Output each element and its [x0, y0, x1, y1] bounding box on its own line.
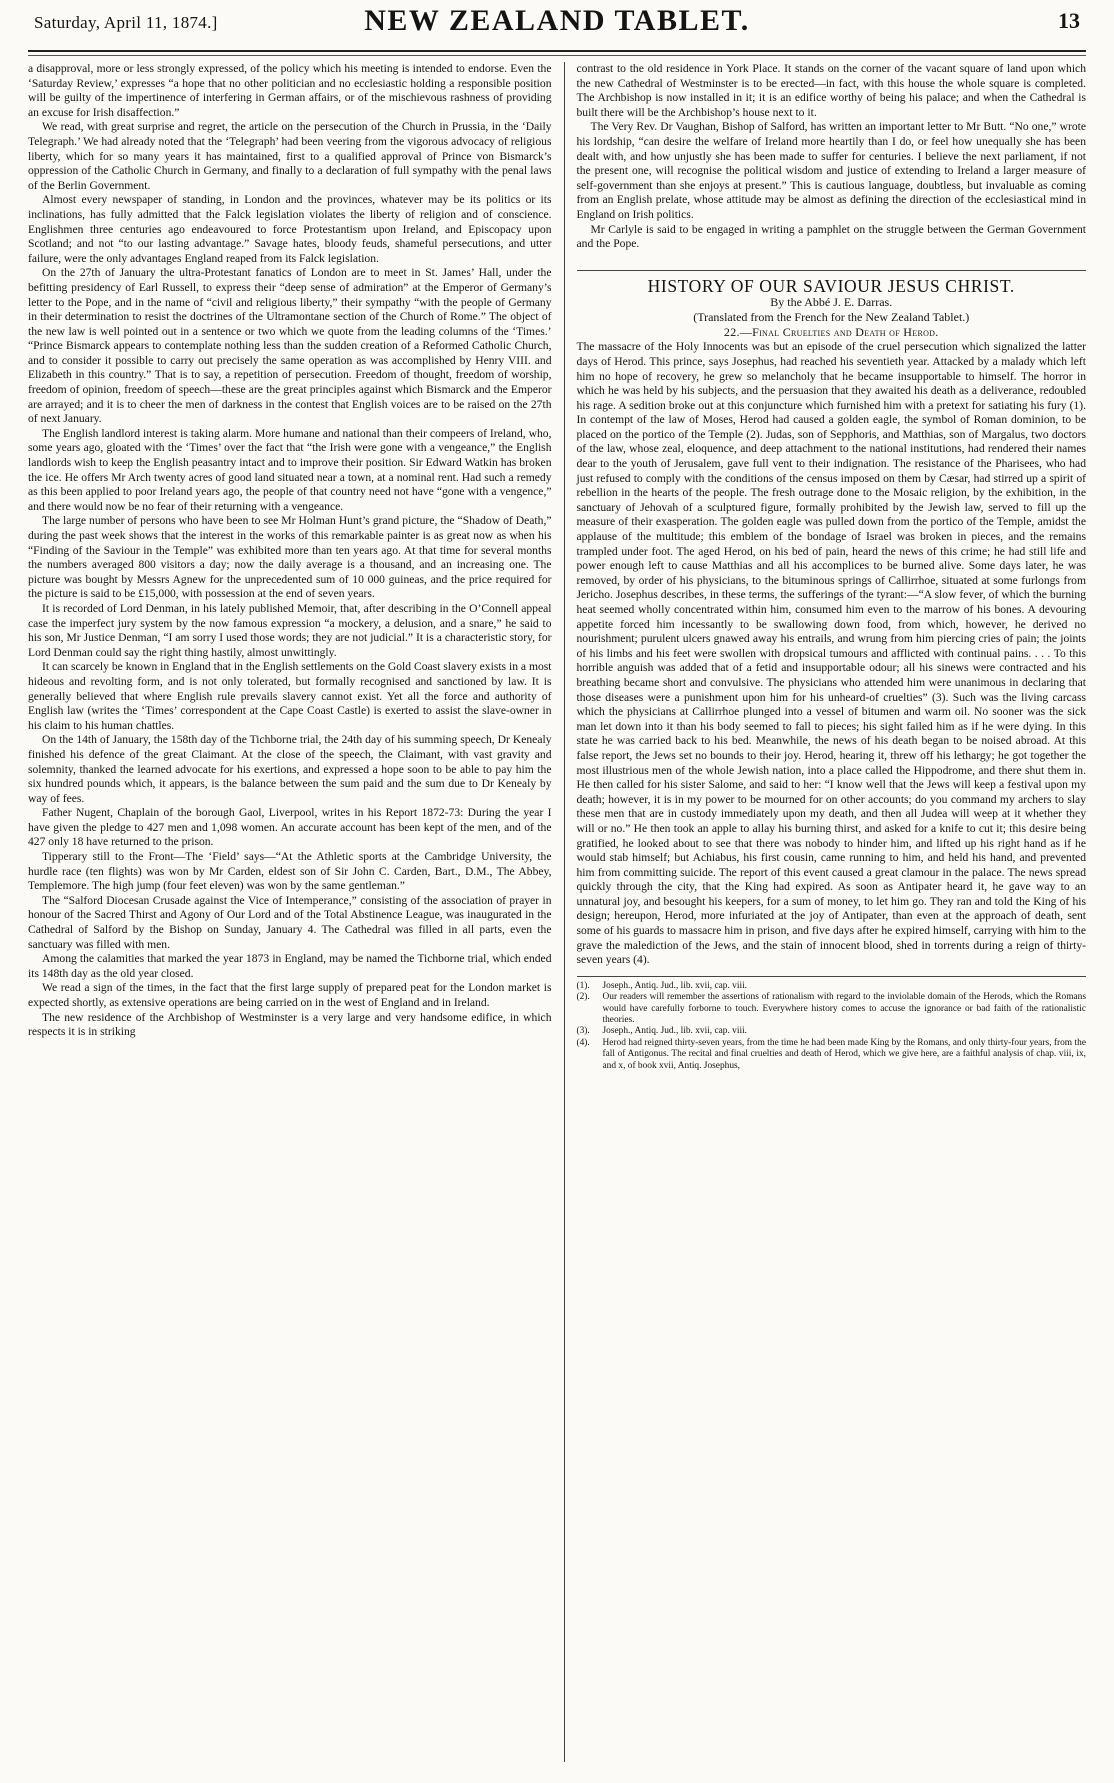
- footnote: [577, 992, 1087, 1026]
- newspaper-title: NEW ZEALAND TABLET.: [364, 4, 750, 37]
- footnotes: [577, 981, 1087, 1072]
- footnote-text: Our readers will remember the assertions of rationalism with regard to the inviolable domain of the Herods, which the Romans would have carefully forborne to touch. Everywhere history comes to accuse the ignorance or bad faith of the rationalistic theories.: [602, 992, 1086, 1026]
- columns: [28, 62, 1086, 1762]
- footnote-number: (4).: [576, 1037, 590, 1048]
- article-paragraph: a disapproval, more or less strongly expressed, of the policy which his meeting is intended to endorse. Even the ‘Saturday Review,’ expresses “a hope that no other politician and no ecclesiastic holding a responsible position will be guilty of the impertinence of interfering in German affairs, or of the mischievous rashness of providing an excuse for Irish disaffection.”: [28, 62, 552, 119]
- article-paragraph: It is recorded of Lord Denman, in his lately published Memoir, that, after describing in the O’Connell appeal case the imperfect jury system by the now famous expression “a mockery, a delusion, and a snare,” he said to his son, Mr Justice Denman, “I am sorry I used those words; they are not judicial.” It is a characteristic story, for Lord Denman could say the right thing hastily, almost unwittingly.: [28, 601, 552, 659]
- masthead: [28, 0, 1086, 52]
- footnote: [577, 1038, 1087, 1072]
- article-paragraph: On the 14th of January, the 158th day of the Tichborne trial, the 24th day of his summing speech, Dr Kenealy finished his defence of the great Claimant. At the close of the speech, the Claimant, with vast gravity and solemnity, thanked the learned advocate for his exertions, and expressed a hope soon to be able to pay him the six hundred pounds which, it appears, is the balance between the sum paid and the sum due to Dr Kenealy by way of fees.: [28, 733, 552, 805]
- footnote: [577, 1026, 1087, 1037]
- footnote-number: (2).: [576, 992, 590, 1003]
- history-chapter-heading: 22.—Final Cruelties and Death of Herod.: [723, 325, 939, 340]
- header-rule: [28, 55, 1086, 56]
- footnote-text: Joseph., Antiq. Jud., lib. xvii, cap. viii.: [602, 1026, 748, 1037]
- footnote-text: Herod had reigned thirty-seven years, from the time he had been made King by the Romans, and only thirty-four years, from the fall of Antigonus. The recital and final cruelties and death of Herod, which we give here, are a faithful analysis of chap. viii, ix, and x, of book xvii, Antiq. Josephus,: [602, 1037, 1086, 1071]
- history-translation-note: (Translated from the French for the New Zealand Tablet.): [693, 310, 970, 325]
- article-paragraph: Among the calamities that marked the year 1873 in England, may be named the Tichborne trial, which ended its 148th day as the old year closed.: [28, 952, 552, 980]
- footnote-number: (1).: [576, 980, 590, 991]
- history-title: HISTORY OF OUR SAVIOUR JESUS CHRIST.: [577, 270, 1087, 294]
- issue-date: Saturday, April 11, 1874.]: [34, 13, 218, 32]
- article-paragraph: Almost every newspaper of standing, in London and the provinces, whatever may be its politics or its inclinations, has fully admitted that the Falck legislation violates the liberty of religion and of conscience. Englishmen three centuries ago endeavoured to force Protestantism upon Ireland, and Episcopacy upon Scotland; and not “to our lasting advantage.” Savage hates, bloody feuds, shameful persecutions, and utter failure, were the only advantages England reaped from its Falck legislation.: [28, 193, 552, 265]
- footnote: [577, 981, 1087, 992]
- history-author: By the Abbé J. E. Darras.: [770, 295, 893, 310]
- article-paragraph: It can scarcely be known in England that in the English settlements on the Gold Coast slavery exists in a most hideous and revolting form, and is not only tolerated, but formally recognised and sanctioned by law. It is generally believed that where English rule prevails slavery cannot exist. Yet all the force and authority of English law (writes the ‘Times’ correspondent at the Cape Coast Castle) is exerted to assist the slave-owner in his claim to his human chattles.: [28, 660, 552, 732]
- right-column: [565, 62, 1087, 1762]
- page-number: 13: [1058, 8, 1080, 33]
- footnote-text: Joseph., Antiq. Jud., lib. xvii, cap. viii.: [602, 980, 748, 991]
- article-paragraph: Father Nugent, Chaplain of the borough Gaol, Liverpool, writes in his Report 1872-73: During the year I have given the pledge to 427 men and 1,098 women. An accurate account has been kept of the men, and of the 427 only 18 have returned to the prison.: [28, 806, 552, 849]
- article-paragraph: The new residence of the Archbishop of Westminster is a very large and very handsome edifice, in which respects it is in striking: [28, 1010, 552, 1039]
- article-paragraph: We read a sign of the times, in the fact that the first large supply of prepared peat for the London market is expected shortly, as extensive operations are being carried on in the west of England and in Ireland.: [28, 981, 552, 1009]
- article-paragraph: contrast to the old residence in York Place. It stands on the corner of the vacant square of land upon which the new Cathedral of Westminster is to be erected—in fact, with this house the whole square is completed. The Archbishop is now installed in it; it is an edifice worthy of being his palace; and when the Cathedral is built there will be the Archbishop’s house next to it.: [576, 62, 1086, 119]
- article-paragraph: Mr Carlyle is said to be engaged in writing a pamphlet on the struggle between the German Government and the Pope.: [576, 222, 1086, 251]
- article-paragraph: The large number of persons who have been to see Mr Holman Hunt’s grand picture, the “Shadow of Death,” during the past week shows that the interest in the works of this remarkable painter is as great now as when his “Finding of the Saviour in the Temple” was exhibited more than ten years ago. At that time for several months the numbers averaged 800 visitors a day; now the daily average is a thousand, and an increasing one. The picture was bought by Messrs Agnew for the unprecedented sum of 10 000 guineas, and the price required for the picture is said to be £15,000, with possession at the end of seven years.: [28, 514, 552, 601]
- article-paragraph: On the 27th of January the ultra-Protestant fanatics of London are to meet in St. James’ Hall, under the befitting presidency of Earl Russell, to express their “deep sense of admiration” at the Emperor of Germany’s letter to the Pope, and in the name of “civil and religious liberty,” their sympathy “with the people of Germany in their determination to resist the doctrines of the Ultramontane section of the Church of Rome.” The object of the new law is well pointed out in a sentence or two which we quote from the leading columns of the ‘Times.’ “Prince Bismarck appears to contemplate nothing less than the sudden creation of a Reformed Catholic Church, and to consider it possible to carry out precisely the same operation as was accomplished by Henry VIII. and Elizabeth in this country.” That is to say, a repetition of persecution. Freedom of thought, freedom of worship, freedom of opinion, freedom of speech—these are the great principles against which Bismarck and the Emperor are arrayed; and it is to cheer the men of darkness in the contest that English voices are to be raised on the 27th of next January.: [28, 266, 552, 426]
- article-paragraph: We read, with great surprise and regret, the article on the persecution of the Church in Prussia, in the ‘Daily Telegraph.’ We had already noted that the ‘Telegraph’ had been veering from the vigorous advocacy of religious liberty, which for so many years it has maintained, first to a qualified approval of Prince von Bismarck’s oppression of the Catholic Church in Germany, and finally to a declaration of full sympathy with the penal laws of the Berlin Government.: [28, 120, 552, 192]
- article-paragraph: The Very Rev. Dr Vaughan, Bishop of Salford, has written an important letter to Mr Butt. “No one,” wrote his lordship, “can desire the welfare of Ireland more heartily than I do, or feel how unequally she has been dealt with, and how unjustly she has been made to suffer for centuries. I believe the next parliament, if not the present one, will recognise the political wisdom and justice of extending to Ireland a larger measure of self-government than she enjoys at present.” This is cautious language, doubtless, but invaluable as coming from an English prelate, whose attitude may be almost as defining the direction of the ecclesiastical mind in England on Irish politics.: [576, 120, 1086, 221]
- footnote-number: (3).: [576, 1026, 590, 1037]
- left-column: [28, 62, 565, 1762]
- article-paragraph: Tipperary still to the Front—The ‘Field’ says—“At the Athletic sports at the Cambridge University, the hurdle race (ten flights) was won by Mr Carden, eldest son of Sir John C. Carden, Bart., D.M., The Abbey, Templemore. The high jump (four feet eleven) was won by the same gentleman.”: [28, 850, 552, 893]
- history-paragraph: The massacre of the Holy Innocents was but an episode of the cruel persecution which signalized the latter days of Herod. This prince, says Josephus, had reached his seventieth year. Attacked by a malady which left him no hope of recovery, he grew so melancholy that he became insupportable to himself. The horror in which he was held by his subjects, and the persuasion that they awaited his death as a deliverance, redoubled his rage. A sedition broke out at this conjuncture which furnished him with a pretext for satiating his fury (1). In contempt of the law of Moses, Herod had caused a golden eagle, the symbol of Roman dominion, to be placed on the portico of the Temple (2). Judas, son of Sepphoris, and Matthias, son of Margalus, two doctors of the law, whose zeal, eloquence, and deep attachment to the national institutions, had rendered their names dear to the youth of Jerusalem, gave full vent to their indignation. The resistance of the Pharisees, who had just refused to comply with the conditions of the census imposed on them by Cæsar, had stirred up a spirit of rebellion in the hearts of the people. The fresh outrage done to the Mosaic religion, by the exhibition, in the sanctuary of Jehovah of a sculptured figure, formally prohibited by the Jewish law, served to fill up the measure of their exasperation. The golden eagle was pulled down from the portico of the Temple, amidst the applause of the multitude; this emblem of the bondage of Israel was broken in pieces, and the remains trampled under foot. The aged Herod, on his bed of pain, heard the news of this crime; he had still life and power enough left to cause Matthias and all his accomplices to be burned alive. Some days later, he was removed, by order of his physicians, to the bituminous springs of Callirrhoe, situated at some furlongs from Jericho. Josephus describes, in these terms, the sufferings of the tyrant:—“A slow fever, of which the burning heat seemed wholly concentrated within him, consumed him even to the marrow of his bones. A devouring appetite forced him incessantly to be swallowing down food, from which, however, he derived no nourishment; purulent ulcers gnawed away his entrails, and wrung from him piercing cries of pain; the joints of his limbs and his feet were swollen with dropsical tumours and afflicted with continual pains. . . . To this horrible anguish was added that of a fetid and insupportable odour; all his sinews were contracted and his breathing became short and convulsive. The physicians who attended him were unanimous in declaring that those diseases were a punishment upon him for his unheard-of cruelties” (3). Such was the living carcass which the physicians at Callirrhoe plunged into a vessel of bitumen and warm oil. No sooner was the sick man let down into it than his body seemed to fall to pieces; his sight failed him as if he were dying. In this state he was carried back to his bed. Meanwhile, the news of his death began to be noised abroad. At this false report, the Jews set no bounds to their joy. Herod, hearing it, threw off his lethargy; he got together the most illustrious men of the whole Jewish nation, into a place called the Hippodrome, and there shut them in. He then called for his sister Salome, and said to her: “I know well that the Jews will keep a festival upon my death; however, it is in my power to be mourned for on other accounts; do you command my archers to slay these men that are in custody immediately upon my death, and then all Judea will weep at it whether they will or no.” He then took an apple to allay his burning thirst, and asked for a knife to cut it; this desire being gratified, he looked about to see that there was nobody to hinder him, and lifted up his right hand as if he would stab himself; but Achiabus, his first cousin, came running to him, and held his hand, and prevented him from committing suicide. The report of this event caused a great clamour in the palace. The news spread quickly through the city, that the King had expired. As soon as Antipater heard it, he gave way to an unnatural joy, and besought his keepers, for a sum of money, to let him go. They ran and told the King of his design; hereupon, Herod, more infuriated at the joy of Antipater, than even at the approach of death, sent some of his guards to massacre him in prison, and five days after he expired himself, carrying with him to the grave the malediction of the Jews, and the stain of innocent blood, shed in torrents during a reign of thirty-seven years (4).: [576, 340, 1086, 967]
- article-paragraph: The English landlord interest is taking alarm. More humane and national than their compeers of Ireland, who, some years ago, gloated with the ‘Times’ over the fact that “the Irish were gone with a vengeance,” the English landlords wish to keep the English peasantry intact and to improve their position. Sir Edward Watkin has broken the ice. He offers Mr Arch twenty acres of good land situated near a town, at a nominal rent. Had such a remedy as this been applied to poor Ireland years ago, the people of that country need not have “gone with a vengence,” and there would now be no fear of their returning with a vengeance.: [28, 426, 552, 513]
- article-paragraph: The “Salford Diocesan Crusade against the Vice of Intemperance,” consisting of the association of prayer in honour of the Sacred Thirst and Agony of Our Lord and of the Total Abstinence League, was inaugurated in the Cathedral of Salford by the Bishop on Sunday, January 4. The Cathedral was filled in all parts, even the sanctuary was filled with men.: [28, 893, 552, 951]
- footnotes-rule: [577, 976, 1087, 977]
